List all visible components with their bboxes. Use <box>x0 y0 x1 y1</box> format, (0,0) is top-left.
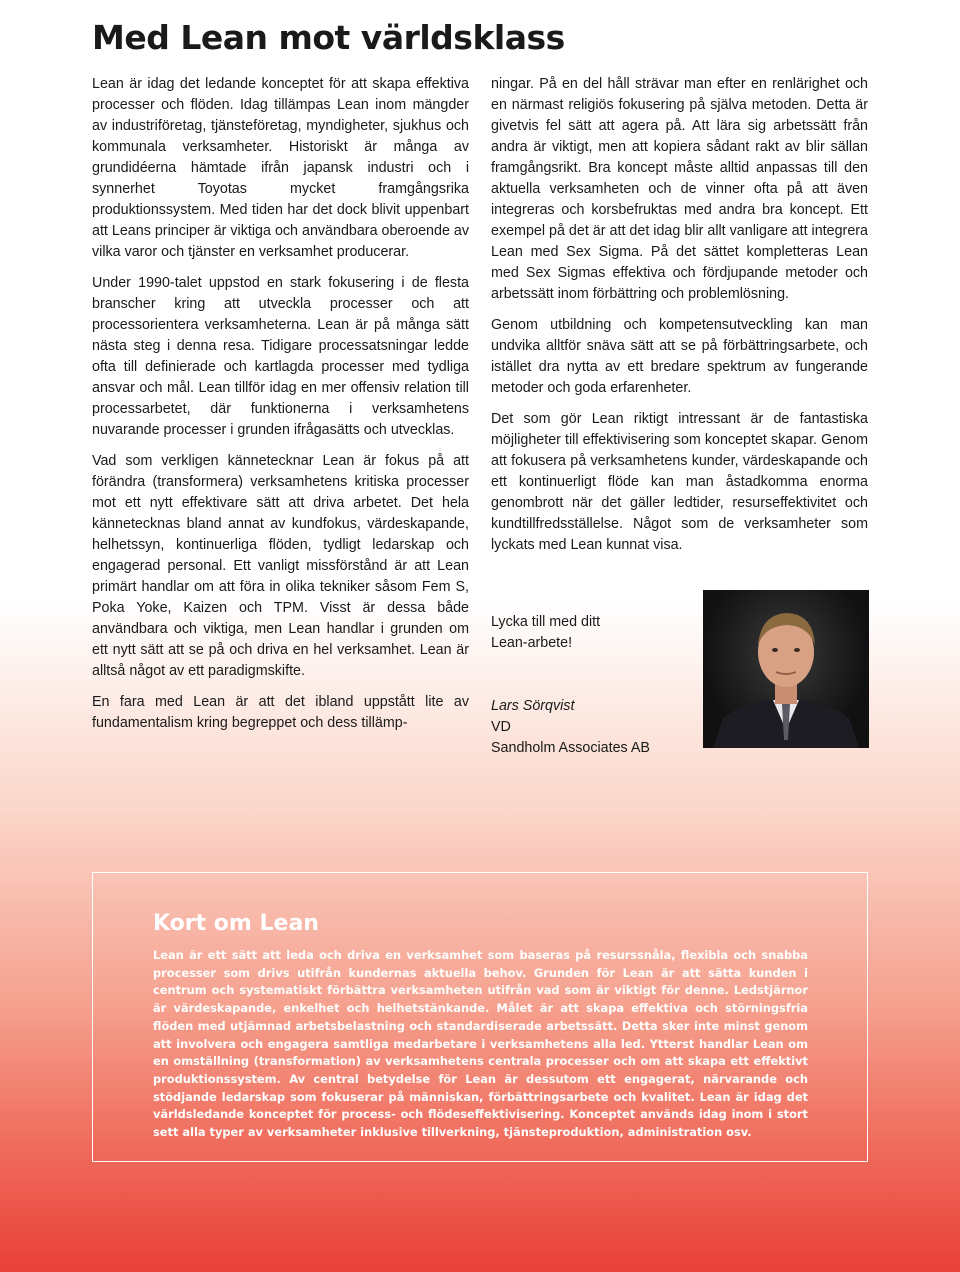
author-portrait <box>703 590 869 748</box>
greeting-line: Lycka till med ditt <box>491 614 601 630</box>
left-column <box>92 74 469 744</box>
page-title: Med Lean mot världsklass <box>92 18 565 57</box>
info-box-text: Lean är ett sätt att leda och driva en verksamhet som baseras på resurssnåla, flexibla och snabba processer som drivs utifrån kundernas aktuella behov. Grunden för Lean är att sätta kunden i centrum och systematiskt förbättra verksamheten utifrån vad som är viktigt för denne. Ledstjärnor är värdeskapande, enkelhet och helhetstänkande. Målet är att skapa effektiva och störningsfria flöden med utjämnad arbetsbelastning och standardiserade arbetssätt. Detta sker inte minst genom att involvera och engagera samtliga medarbetare i verksamhetens alla led. Ytterst handlar Lean om en omställning (transformation) av verksamhetens centrala processer och om att skapa ett effektivt produktionssystem. Av central betydelse för Lean är dessutom ett engagerat, närvarande och stödjande ledarskap som fokuserar på människan, förbättringsarbete och kvalitet. Lean är idag det världsledande konceptet för process- och flödeseffektivisering. Konceptet används idag inom i stort sett alla typer av verksamheter inklusive tillverkning, tjänsteproduktion, administration osv. <box>153 948 808 1140</box>
paragraph: Det som gör Lean riktigt intressant är de fantastiska möjligheter till effektivisering som konceptet skapar. Genom att fokusera på verksamhetens kunder, värdeskapande och ett kontinuerligt flöde kan man åstadkomma enorma genombrott när det gäller ledtider, resurseffektivitet och kundtillfredsställelse. Något som de verksamheter som lyckats med Lean kunnat visa. <box>491 411 868 553</box>
paragraph: En fara med Lean är att det ibland uppstått lite av fundamentalism kring begreppet och dess tillämp- <box>92 694 469 731</box>
info-box-title: Kort om Lean <box>153 911 319 936</box>
paragraph: Genom utbildning och kompetensutveckling kan man undvika alltför snäva sätt att se på förbättringsarbete, och istället dra nytta av ett bredare spektrum av fungerande metoder och goda erfarenheter. <box>491 317 868 396</box>
paragraph: Lean är idag det ledande konceptet för att skapa effektiva processer och flöden. Idag tillämpas Lean inom mängder av industriföretag, tjänsteföretag, myndigheter, sjukhus och kommunala verksamheter. Historiskt är många av grundidéerna hämtade ifrån japansk industri och i synnerhet Toyotas mycket framgångsrika produktionssystem. Med tiden har det dock blivit uppenbart att Leans principer är viktiga och användbara oberoende av vilka varor och tjänster en verksamhet producerar. <box>92 76 469 260</box>
signoff <box>491 612 650 759</box>
paragraph: ningar. På en del håll strävar man efter en renlärighet och en närmast religiös fokusering på själva metoden. Detta är givetvis fel sätt att agera på. Att lära sig arbetssätt från andra är viktigt, men att kopiera sådant rakt av blir sällan framgångsrikt. Bra koncept måste alltid anpassas till den aktuella verksamheten och de vinner ofta på att även integreras och korsbefruktas med andra bra koncept. Ett exempel på det är att det idag blir allt vanligare att integrera Lean med Sex Sigma. På det sättet kompletteras Lean med Sex Sigmas effektiva och fördjupande metoder och arbetssätt inom förbättring och problemlösning. <box>491 76 868 302</box>
portrait-illustration <box>703 590 869 748</box>
author-role: VD <box>491 719 511 735</box>
paragraph: Vad som verkligen kännetecknar Lean är fokus på att förändra (transformera) verksamhetens kritiska processer mot ett nytt effektivare sätt att driva arbetet. Det hela kännetecknas bland annat av kundfokus, värdeskapande, helhetssyn, kontinuerliga flöden, tydligt ledarskap och engagerad personal. Ett vanligt missförstånd är att Lean primärt handlar om att föra in olika tekniker såsom Fem S, Poka Yoke, Kaizen och TPM. Visst är dessa både användbara och viktiga, men Lean handlar i grunden om ett nytt sätt att se på och driva en hel verksamhet. Lean är alltså något av ett paradigmskifte. <box>92 453 469 679</box>
author-company: Sandholm Associates AB <box>491 740 650 756</box>
right-column <box>491 74 868 566</box>
paragraph: Under 1990-talet uppstod en stark fokusering i de flesta branscher kring att utveckla processer och att processorientera verksamheterna. Lean är på många sätt nästa steg i denna resa. Tidigare processatsningar ledde ofta till definierade och kartlagda processer med tydliga ansvar och mål. Lean tillför idag en mer offensiv relation till processarbetet, där funktionerna i verksamhetens nuvarande processer i grunden ifrågasätts och utvecklas. <box>92 275 469 438</box>
author-name: Lars Sörqvist <box>491 698 575 714</box>
greeting-line: Lean-arbete! <box>491 635 573 651</box>
info-box <box>92 872 868 1162</box>
